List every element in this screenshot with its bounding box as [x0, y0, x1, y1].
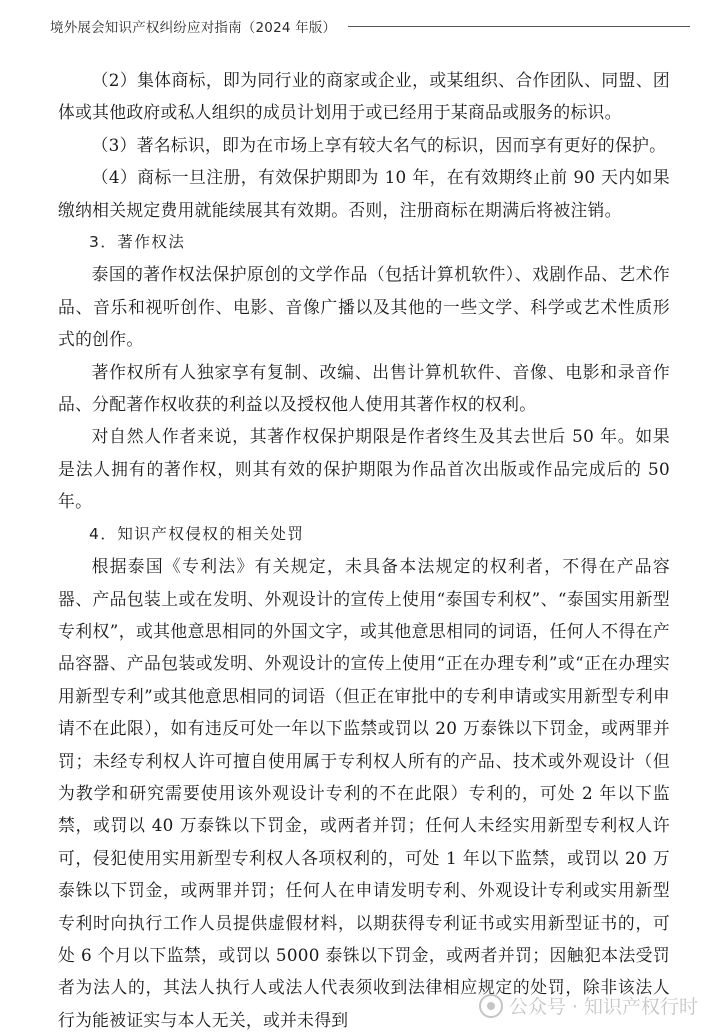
running-header	[50, 14, 690, 38]
section-heading-copyright: 3．著作权法	[89, 233, 186, 252]
paragraph-copyright-rights: 著作权所有人独家享有复制、改编、出售计算机软件、音像、电影和录音作品、分配著作权收获的利益以及授权他人使用其著作权的权利。	[58, 361, 670, 415]
watermark-text: 公众号 · 知识产权行时	[508, 996, 698, 1018]
section-heading-penalties: 4．知识产权侵权的相关处罚	[89, 524, 305, 543]
paragraph-copyright-scope: 泰国的著作权法保护原创的文学作品（包括计算机软件）、戏剧作品、艺术作品、音乐和视听创作、电影、音像广播以及其他的一些文学、科学或艺术性质形式的创作。	[58, 264, 670, 350]
paragraph-patent-penalties: 根据泰国《专利法》有关规定，未具备本法规定的权利者，不得在产品容器、产品包装上或在发明、外观设计的宣传上使用“泰国专利权”、“泰国实用新型专利权”，或其他意思相同的外国文字，或其他意思相同的词语，任何人不得在产品容器、产品包装或发明、外观设计的宣传上使用“正在办理专利”或“正在办理实用新型专利”或其他意思相同的词语（但正在审批中的专利申请或实用新型专利申请不在此限），如有违反可处一年以下监禁或罚以 20 万泰铢以下罚金，或两罪并罚；未经专利权人许可擅自使用属于专利权人所有的产品、技术或外观设计（但为教学和研究需要使用该外观设计专利的不在此限）专利的，可处 2 年以下监禁，或罚以 40 万泰铢以下罚金，或两者并罚；任何人未经实用新型专利权人许可，侵犯使用实用新型专利权人各项权利的，可处 1 年以下监禁，或罚以 20 万泰铢以下罚金，或两罪并罚；任何人在申请发明专利、外观设计专利或实用新型专利时向执行工作人员提供虚假材料，以期获得专利证书或实用新型证书的，可处 6 个月以下监禁，或罚以 5000 泰铢以下罚金，或两者并罚；因触犯本法受罚者为法人的，其法人执行人或法人代表须收到法律相应规定的处罚，除非该法人行为能被证实与本人无关，或并未得到	[58, 556, 670, 1030]
watermark	[479, 992, 698, 1019]
paragraph-copyright-term: 对自然人作者来说，其著作权保护期限是作者终生及其去世后 50 年。如果是法人拥有的著作权，则其有效的保护期限为作品首次出版或作品完成后的 50 年。	[58, 426, 670, 512]
wechat-official-account-icon	[479, 994, 503, 1018]
paragraph-collective-mark: （2）集体商标，即为同行业的商家或企业，或某组织、合作团队、同盟、团体或其他政府或私人组织的成员计划用于或已经用于某商品或服务的标识。	[58, 70, 670, 123]
header-title: 境外展会知识产权纠纷应对指南（2024 年版）	[50, 20, 337, 36]
header-rule	[348, 26, 690, 27]
paragraph-famous-mark: （3）著名标识，即为在市场上享有较大名气的标识，因而享有更好的保护。	[91, 134, 667, 155]
document-body	[58, 64, 670, 1036]
paragraph-trademark-term: （4）商标一旦注册，有效保护期即为 10 年，在有效期终止前 90 天内如果缴纳相关规定费用就能续展其有效期。否则，注册商标在期满后将被注销。	[58, 167, 670, 220]
